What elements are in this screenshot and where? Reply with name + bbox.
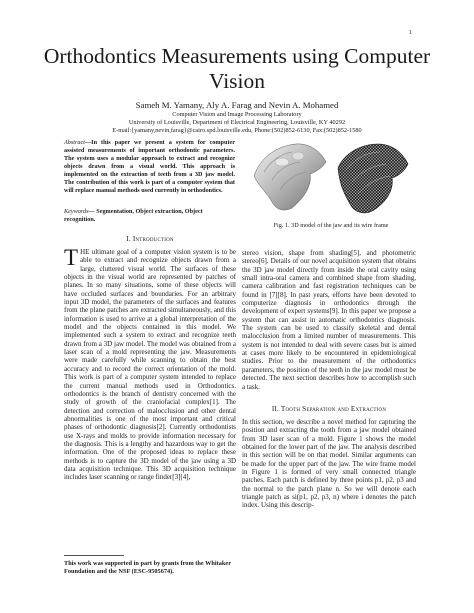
- footnote: This work was supported in part by grants from the Whitaker Foundation and the NSF (ESC-9505674).: [64, 560, 231, 575]
- section-1-paragraph: ultimate goal of a computer vision system is to be able to extract and recognize objects drawn from a large, cluttered visual world. The surfaces of these objects in the visual world are represented by patches of planes. In so many situations, some of these objects will have occluded surfaces and boundaries. For an arbitrary input 3D model, the parameters of the surfaces and features from the plane patches are extracted simultaneously, and this information is used to arrive at a global interpretation of the model and the objects contained in this model. We implemented such a system to extract and recognize teeth drawn from a 3D jaw model. The model was obtained from a laser scan of a mold representing the jaw. Measurements were made carefully while scanning to obtain the best accuracy and to record the correct orientation of the mold. This work is part of a computer system intended to replace the current manual methods used in Orthodontics. orthodontics is the branch of dentistry concerned with the study of growth of the craniofacial complex[1]. The detection and correction of malocclusion and other dental abnormalities is one of the most important and critical phases of orthodontic diagnosis[2]. Currently orthodontists use X-rays and molds to provide information necessary for the diagnosis. This is a lengthy and hazardous way to get the information. One of the proposed ideas to replace these methods is to capture the 3D model of the jaw using a 3D data acquisition technique. This 3D acquisition technique includes laser scanning or range finder[3][4],: [64, 248, 236, 482]
- page-number: 1: [409, 30, 412, 36]
- abstract-text: —In this paper we present a system for computer assisted measurements of important orthodontic parameters. The system uses a modular approach to extract and recognize objects drawn from a visual world. This approach is implemented on the extraction of teeth from a 3D jaw model. The contribution of this work is part of a computer system that will replace manual methods used currently in orthodontics.: [64, 139, 235, 194]
- figure-caption: Fig. 1. 3D model of the jaw and its wire frame: [273, 222, 389, 229]
- affiliation-line-1: Computer Vision and Image Processing Laboratory: [172, 111, 302, 118]
- section-2-body: In this section, we describe a novel method for capturing the position and extracting the tooth from a jaw model obtained from 3D laser scan of a mold. Figure 1 shows the model obtained for the lower part of the jaw. The analysis described in this section will be on that model. Similar arguments can be made for the upper part of the jaw. The wire frame model in Figure 1 is formed of very small connected triangle patches. Each patch is defined by three points p1, p2, p3 and the normal to the patch plane n. So we will denote each triangle patch as si(p1, p2, p3, n) where i denotes the patch index. Using this descrip-: [242, 418, 416, 510]
- wire-frame-render: [338, 144, 408, 213]
- keywords-text: — Segmentation, Object extraction, Object recognition.: [64, 208, 203, 223]
- section-1-body: [64, 245, 236, 482]
- paper-title: Orthodontics Measurements using Computer Vision: [43, 44, 431, 93]
- affiliation-block: [40, 111, 434, 135]
- dropcap: T: [64, 245, 79, 270]
- footnote-divider: [64, 555, 124, 556]
- jaw-model-figure: [246, 138, 416, 220]
- keywords-label: Keywords: [64, 208, 89, 215]
- abstract: [64, 139, 235, 195]
- affiliation-line-2: University of Louisville, Department of Electrical Engineering, Louisville, KY 40292: [128, 119, 346, 126]
- dropcap-continuation: HE: [80, 248, 90, 256]
- author-list: Sameh M. Yamany, Aly A. Farag and Nevin A. Mohamed: [135, 100, 339, 110]
- right-column-paragraph: stereo vision, shape from shading[5], and photometric stereo[6]. Details of our novel acquisition system that obtains the 3D jaw model directly from inside the oral cavity using small intra-oral camera and combined shape from shading, camera calibration and fast registration techniques can be found in [7][8]. In past years, efforts have been devoted to computerize diagnosis in orthodontics through the development of expert systems[9]. In this paper we propose a system that can assist in automatic orthodontics diagnosis. The system can be used to classify skeletal and dental malocclusion from a limited number of measurements. This system is not intended to deal with severe cases but is aimed at cases more likely to be encountered in epidemiological studies. Prior to the measurement of the orthodontics parameters, the position of the teeth in the jaw model must be detected. The next section describes how to accomplish such a task.: [242, 249, 416, 391]
- abstract-label: Abstract: [64, 139, 85, 146]
- section-1-heading: I. Introduction: [126, 235, 174, 243]
- jaw-render: [254, 144, 326, 210]
- section-2-heading: II. Tooth Separation and Extraction: [271, 405, 387, 413]
- keywords: [64, 208, 235, 224]
- affiliation-line-3: E-mail:{yamany,nevin,farag}@cairo.spd.louisville.edu, Phone:(502)852-6130, Fax:(502)852-1580: [112, 127, 362, 134]
